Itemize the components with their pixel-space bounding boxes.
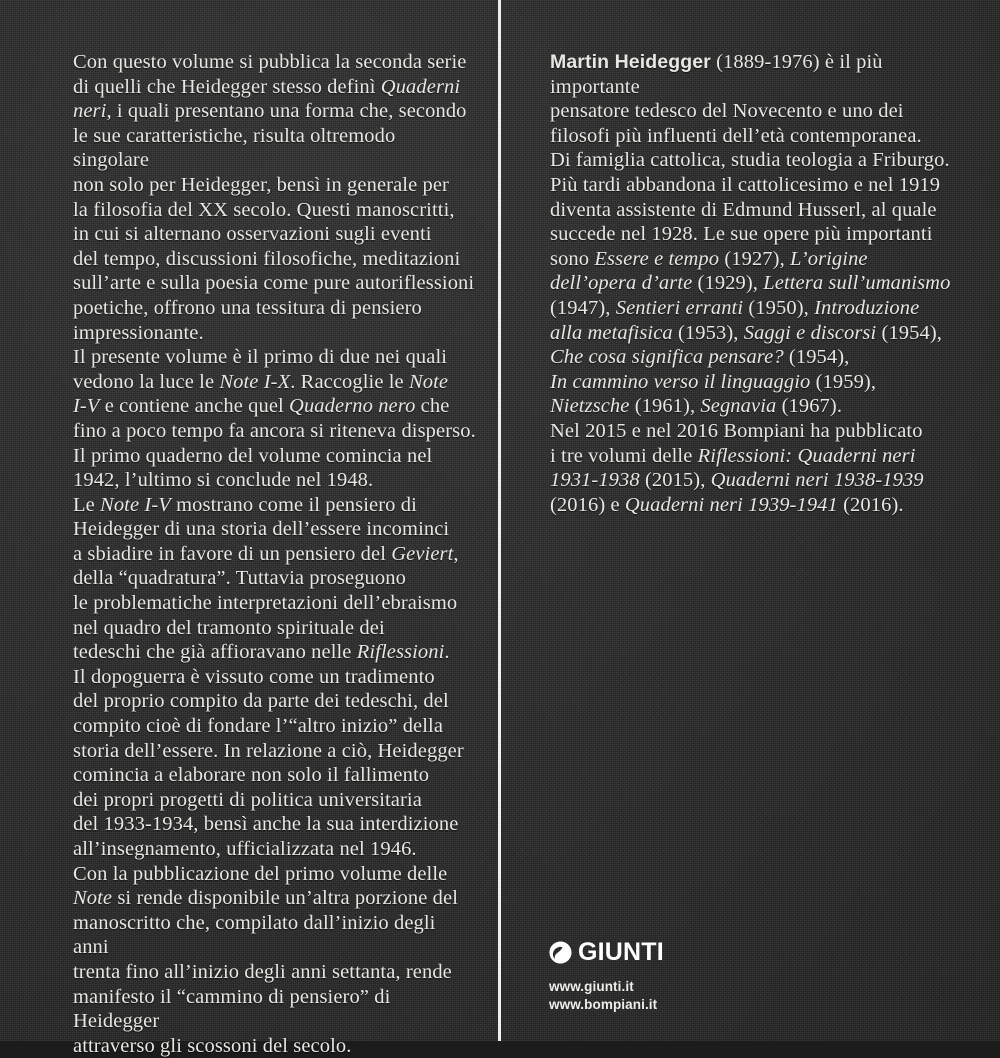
- paragraph: [73, 493, 476, 665]
- text-line: [73, 517, 476, 542]
- text-run: (1889-1976) è il più importante: [550, 51, 888, 98]
- text-run: trenta fino all’inizio degli anni settanta, rende: [73, 960, 452, 983]
- italic-title: In cammino verso il linguaggio: [550, 370, 811, 393]
- text-run: del 1933-1934, bensì anche la sua interdizione: [73, 813, 459, 836]
- italic-title: Lettera sull’umanismo: [763, 272, 951, 295]
- author-biography-text: [550, 50, 960, 517]
- text-run: vedono la luce le: [73, 370, 220, 393]
- italic-title: Note: [73, 887, 113, 910]
- italic-title: Geviert: [391, 542, 454, 565]
- text-run: (1947),: [550, 296, 616, 319]
- text-line: [73, 542, 476, 567]
- text-line: [550, 444, 960, 469]
- text-run: succede nel 1928. Le sue opere più importanti: [550, 223, 933, 246]
- text-run: che: [415, 395, 450, 418]
- text-line: [73, 124, 476, 173]
- text-run: Nel 2015 e nel 2016 Bompiani ha pubblicato: [550, 419, 923, 442]
- text-run: e contiene anche quel: [99, 395, 290, 418]
- text-run: . Raccoglie le: [290, 370, 409, 393]
- text-run: sono: [550, 247, 595, 270]
- text-run: (1961),: [629, 395, 701, 418]
- text-run: (1953),: [672, 321, 744, 344]
- italic-title: I-V: [73, 395, 100, 418]
- text-run: Con questo volume si pubblica la seconda serie: [73, 51, 467, 73]
- author-name: Martin Heidegger: [550, 51, 711, 73]
- text-run: (1967).: [776, 395, 843, 418]
- text-run: di quelli che Heidegger stesso definì: [73, 75, 381, 98]
- text-line: [73, 345, 476, 370]
- text-line: [550, 247, 960, 272]
- text-run: Più tardi abbandona il cattolicesimo e nel 1919: [550, 173, 941, 196]
- italic-title: alla metafisica: [550, 321, 673, 344]
- text-run: ,: [453, 542, 459, 565]
- text-run: manoscritto che, compilato dall’inizio degli anni: [73, 911, 441, 959]
- italic-title: 1931-1938: [550, 469, 640, 492]
- text-run: i tre volumi delle: [550, 444, 698, 467]
- paragraph: [73, 862, 476, 1058]
- text-run: sull’arte e sulla poesia come pure autoriflessioni: [73, 272, 475, 295]
- text-line: [73, 960, 476, 985]
- italic-title: L’origine: [790, 247, 868, 270]
- text-line: [550, 370, 960, 395]
- text-run: della “quadratura”. Tuttavia proseguono: [73, 567, 406, 590]
- text-run: poetiche, offrono una tessitura di pensiero: [73, 296, 422, 319]
- paragraph: [73, 665, 476, 862]
- text-run: Con la pubblicazione del primo volume delle: [73, 862, 448, 885]
- text-run: filosofi più influenti dell’età contemporanea.: [550, 124, 922, 147]
- text-run: compito cioè di fondare l’“altro inizio” della: [73, 715, 444, 738]
- text-line: [550, 345, 960, 370]
- publisher-logo[interactable]: [549, 938, 664, 966]
- italic-title: Note: [408, 370, 449, 393]
- text-run: mostrano come il pensiero di: [170, 493, 417, 516]
- text-run: Le: [73, 493, 101, 516]
- text-run: Di famiglia cattolica, studia teologia a Friburgo.: [550, 149, 950, 172]
- text-line: [73, 468, 476, 493]
- publisher-urls: [549, 978, 664, 1013]
- text-run: (1927),: [719, 247, 791, 270]
- text-line: [550, 222, 960, 247]
- text-line: [73, 321, 476, 346]
- italic-title: Quaderni neri 1939-1941: [624, 493, 838, 516]
- text-line: [73, 862, 476, 887]
- text-line: [73, 788, 476, 813]
- text-line: [73, 886, 476, 911]
- text-run: (2015),: [639, 469, 711, 492]
- text-line: [73, 689, 476, 714]
- text-line: [73, 591, 476, 616]
- text-line: [73, 173, 476, 198]
- text-run: a sbiadire in favore di un pensiero del: [73, 542, 392, 565]
- text-line: [550, 394, 960, 419]
- text-line: [550, 419, 960, 444]
- text-run: pensatore tedesco del Novecento e uno dei: [550, 100, 904, 123]
- text-run: Il presente volume è il primo di due nei quali: [73, 346, 448, 369]
- right-panel-biography: [501, 0, 1000, 1041]
- text-line: [73, 566, 476, 591]
- left-panel-description: [0, 0, 498, 1057]
- paragraph: [73, 345, 476, 493]
- text-run: comincia a elaborare non solo il fallimento: [73, 764, 430, 787]
- text-line: [73, 370, 476, 395]
- text-run: Il primo quaderno del volume comincia nel: [73, 444, 433, 467]
- text-run: del tempo, discussioni filosofiche, meditazioni: [73, 247, 461, 270]
- url-giunti[interactable]: www.giunti.it: [549, 979, 634, 994]
- text-line: [73, 99, 476, 124]
- text-line: [73, 394, 476, 419]
- italic-title: Quaderni: [380, 75, 461, 98]
- text-line: [550, 99, 960, 124]
- url-bompiani[interactable]: www.bompiani.it: [549, 996, 658, 1012]
- text-run: diventa assistente di Edmund Husserl, al quale: [550, 198, 937, 221]
- text-line: [73, 75, 476, 100]
- text-run: Il dopoguerra è vissuto come un tradimento: [73, 665, 435, 688]
- text-line: [73, 911, 476, 960]
- text-line: [73, 198, 476, 223]
- italic-title: dell’opera d’arte: [550, 272, 693, 295]
- text-line: [550, 271, 960, 296]
- giunti-g-logo-icon: [549, 941, 572, 964]
- text-run: storia dell’essere. In relazione a ciò, Heidegger: [73, 739, 464, 762]
- text-line: [73, 837, 476, 862]
- text-line: [73, 739, 476, 764]
- text-line: [550, 124, 960, 149]
- text-line: [550, 173, 960, 198]
- text-run: la filosofia del XX secolo. Questi manoscritti,: [73, 198, 455, 221]
- text-run: (2016).: [837, 493, 904, 516]
- text-run: (1950),: [743, 296, 815, 319]
- italic-title: Riflessioni: [356, 641, 445, 664]
- text-line: [73, 296, 476, 321]
- text-line: [550, 50, 960, 99]
- text-line: [550, 296, 960, 321]
- text-run: .: [444, 641, 450, 664]
- text-run: (1954),: [783, 346, 850, 369]
- text-line: [73, 222, 476, 247]
- text-run: si rende disponibile un’altra porzione del: [112, 887, 458, 910]
- italic-title: Saggi e discorsi: [743, 321, 877, 344]
- text-run: all’insegnamento, ufficializzata nel 1946.: [73, 838, 417, 860]
- italic-title: Essere e tempo: [594, 247, 720, 270]
- text-line: [73, 444, 476, 469]
- text-run: in cui si alternano osservazioni sugli eventi: [73, 223, 432, 246]
- text-run: 1942, l’ultimo si conclude nel 1948.: [73, 469, 374, 492]
- text-line: [550, 148, 960, 173]
- italic-title: Note I-X: [219, 370, 291, 393]
- text-line: [550, 493, 960, 518]
- text-line: [73, 985, 476, 1034]
- italic-title: Quaderno nero: [289, 395, 416, 418]
- text-run: fino a poco tempo fa ancora si riteneva disperso.: [73, 419, 476, 442]
- italic-title: Sentieri erranti: [615, 296, 744, 319]
- text-run: impressionante.: [73, 321, 204, 344]
- text-run: manifesto il “cammino di pensiero” di Heidegger: [73, 985, 396, 1033]
- text-line: [550, 468, 960, 493]
- book-description-text: [73, 50, 476, 1058]
- italic-title: Introduzione: [814, 296, 920, 319]
- text-run: attraverso gli scossoni del secolo.: [73, 1034, 352, 1057]
- text-run: le sue caratteristiche, risulta oltremodo singolare: [73, 124, 401, 172]
- publisher-block: [549, 938, 664, 1013]
- text-line: [73, 419, 476, 444]
- text-run: del proprio compito da parte dei tedeschi, del: [73, 690, 449, 713]
- text-line: [73, 1034, 476, 1058]
- text-line: [73, 616, 476, 641]
- italic-title: Segnavia: [700, 395, 777, 418]
- text-line: [73, 271, 476, 296]
- text-run: tedeschi che già affioravano nelle: [73, 641, 357, 664]
- text-run: , i quali presentano una forma che, secondo: [106, 100, 467, 123]
- text-line: [73, 640, 476, 665]
- paragraph: [550, 50, 960, 517]
- italic-title: Che cosa significa pensare?: [550, 346, 784, 369]
- italic-title: Riflessioni: Quaderni neri: [697, 444, 916, 467]
- text-run: Heidegger di una storia dell’essere incominci: [73, 518, 450, 541]
- text-line: [73, 493, 476, 518]
- italic-title: Nietzsche: [550, 395, 630, 418]
- text-run: (2016) e: [550, 493, 625, 516]
- text-run: (1954),: [876, 321, 943, 344]
- text-line: [73, 665, 476, 690]
- text-run: dei propri progetti di politica universitaria: [73, 788, 422, 811]
- text-run: (1959),: [810, 370, 877, 393]
- italic-title: neri: [73, 100, 107, 123]
- paragraph: [73, 50, 476, 345]
- text-line: [550, 198, 960, 223]
- text-line: [73, 763, 476, 788]
- text-line: [73, 50, 476, 75]
- italic-title: Quaderni neri 1938-1939: [710, 469, 924, 492]
- text-line: [73, 812, 476, 837]
- text-line: [73, 714, 476, 739]
- text-run: le problematiche interpretazioni dell’ebraismo: [73, 592, 458, 615]
- text-run: non solo per Heidegger, bensì in generale per: [73, 173, 449, 196]
- publisher-name: GIUNTI: [578, 937, 664, 966]
- italic-title: Note I-V: [100, 493, 171, 516]
- text-line: [550, 321, 960, 346]
- text-run: (1929),: [692, 272, 764, 295]
- text-line: [73, 247, 476, 272]
- text-run: nel quadro del tramonto spirituale dei: [73, 616, 385, 639]
